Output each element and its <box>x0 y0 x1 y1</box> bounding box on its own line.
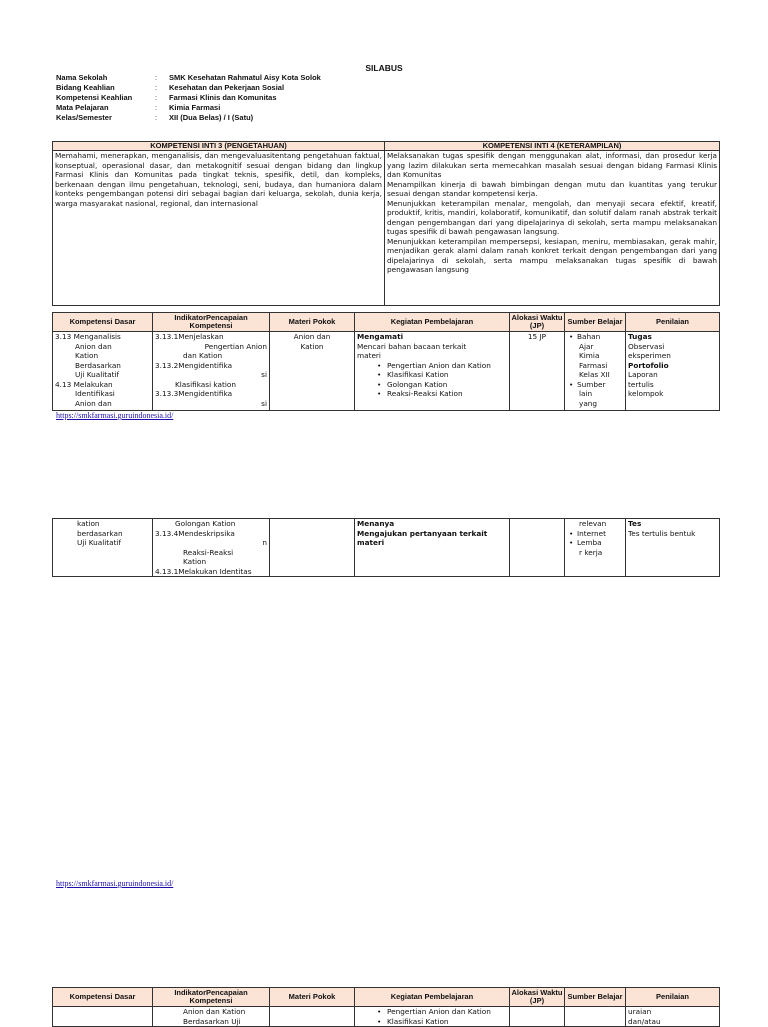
penilaian-line: Tes tertulis bentuk <box>628 528 696 538</box>
penilaian-line: eksperimen <box>628 351 671 360</box>
info-colon: : <box>155 93 158 102</box>
kegiatan-cell <box>355 519 510 577</box>
ki3-text <box>53 151 385 306</box>
header-sumber: Sumber Belajar <box>565 313 626 332</box>
ind-line: 3.13.3Mengidentifika <box>155 389 233 398</box>
ki4-text <box>385 151 720 306</box>
kd-line: Anion dan <box>75 341 112 351</box>
alokasi-cell <box>510 519 565 577</box>
header-alokasi: Alokasi Waktu (JP) <box>510 313 565 332</box>
info-colon: : <box>155 73 158 82</box>
kd-cell <box>53 519 153 577</box>
penilaian-cell <box>626 519 720 577</box>
ind-line: si <box>261 370 267 379</box>
info-colon: : <box>155 103 158 112</box>
sumber-cell <box>565 519 626 577</box>
header-penilaian: Penilaian <box>626 988 720 1007</box>
kd-line: Kation <box>75 351 99 360</box>
penilaian-line: dan/atau <box>628 1016 661 1026</box>
kd-line: berdasarkan <box>77 528 123 538</box>
kd-line: Uji Kualitatif <box>77 538 122 547</box>
info-value: Farmasi Klinis dan Komunitas <box>169 93 277 102</box>
header-kompetensi-dasar: Kompetensi Dasar <box>53 988 153 1007</box>
materi-line: Anion dan <box>293 332 331 341</box>
sumber-line: Ajar <box>579 341 594 351</box>
info-key: Bidang Keahlian <box>56 83 115 92</box>
penilaian-line: tertulis <box>628 379 654 389</box>
sumber-line: yang <box>579 398 598 408</box>
kegiatan-line: materi <box>357 538 385 547</box>
kegiatan-line: Mencari bahan bacaan terkait <box>357 341 467 351</box>
ind-line: Kation <box>183 557 207 566</box>
info-colon: : <box>155 113 158 122</box>
kegiatan-title: Mengamati <box>357 332 404 341</box>
header-kompetensi-dasar: Kompetensi Dasar <box>53 313 153 332</box>
penilaian-line: Laporan <box>628 370 658 379</box>
info-colon: : <box>155 83 158 92</box>
kd-line: Identifikasi <box>75 389 115 398</box>
ind-line: Pengertian Anion <box>204 341 267 351</box>
kd-line: 3.13 Menganalisis <box>55 332 121 341</box>
header-kegiatan: Kegiatan Pembelajaran <box>355 988 510 1007</box>
ind-line: si <box>261 398 267 408</box>
page-title: SILABUS <box>365 63 403 73</box>
penilaian-line: uraian <box>628 1007 652 1016</box>
ind-line: Golongan Kation <box>175 519 236 528</box>
kegiatan-bullet: • Klasifikasi Kation <box>357 370 507 380</box>
kegiatan-bullet: • Golongan Kation <box>357 380 507 390</box>
ind-line: Anion dan Kation <box>183 1007 246 1016</box>
sumber-bullet: • Lemba <box>567 538 623 548</box>
ki3-paragraph: Memahami, menerapkan, menganalisis, dan mengevaluasitentang pengetahuan faktual, konseptual, operasional dasar, dan metakognitif sesuai dengan bidang dan lingkup Farmasi Klinis dan Komunitas pada tingkat teknis, spesifik, detil, dan kompleks, berkenaan dengan ilmu pengetahuan, teknologi, seni, budaya, dan humaniora dalam konteks pengembangan potensi diri sebagai bagian dari keluarga, sekolah, dunia kerja, warga masyarakat nasional, regional, dan internasional <box>55 151 382 208</box>
sumber-bullet: • Sumber <box>567 380 623 390</box>
ind-line: Berdasarkan Uji <box>183 1016 241 1026</box>
header-materi-pokok: Materi Pokok <box>270 988 355 1007</box>
kd-table-1 <box>52 312 720 411</box>
materi-cell <box>270 332 355 411</box>
penilaian-line: Observasi <box>628 341 665 351</box>
kegiatan-line: materi <box>357 351 381 360</box>
alokasi-cell <box>510 332 565 411</box>
ki4-paragraph: Menunjukkan keterampilan menalar, mengolah, dan menyaji secara efektif, kreatif, produktif, kritis, mandiri, kolaboratif, komunikatif, dan solutif dalam ranah abstrak terkait dengan pengembangan dari yang dipelajarinya di sekolah, serta mampu melaksanakan tugas spesifik di bawah pengawasan langsung. <box>387 198 717 236</box>
kegiatan-bullet: • Pengertian Anion dan Kation <box>357 361 507 371</box>
info-value: XII (Dua Belas) / I (Satu) <box>169 113 254 122</box>
header-penilaian: Penilaian <box>626 313 720 332</box>
header-sumber: Sumber Belajar <box>565 988 626 1007</box>
info-value: SMK Kesehatan Rahmatul Aisy Kota Solok <box>169 73 321 82</box>
kd-line: Uji Kualitatif <box>75 370 120 379</box>
kompetensi-inti-table <box>52 141 720 306</box>
header-materi-pokok: Materi Pokok <box>270 313 355 332</box>
indikator-cell <box>153 519 270 577</box>
penilaian-cell <box>626 332 720 411</box>
indikator-cell <box>153 332 270 411</box>
ki4-header: KOMPETENSI INTI 4 (KETERAMPILAN) <box>385 142 720 151</box>
header-kegiatan: Kegiatan Pembelajaran <box>355 313 510 332</box>
sumber-line: Kelas XII <box>579 370 610 379</box>
kegiatan-bullet: • Pengertian Anion dan Kation <box>357 1007 507 1017</box>
info-key: Mata Pelajaran <box>56 103 109 112</box>
penilaian-line: Portofolio <box>628 360 669 370</box>
kd-table-2 <box>52 518 720 577</box>
header-alokasi: Alokasi Waktu (JP) <box>510 988 565 1007</box>
sumber-line: lain <box>579 389 593 398</box>
sumber-line: Kimia <box>579 351 600 360</box>
header-indikator: IndikatorPencapaian Kompetensi <box>153 313 270 332</box>
info-key: Nama Sekolah <box>56 73 108 82</box>
info-key: Kompetensi Keahlian <box>56 93 133 102</box>
kd-line: 4.13 Melakukan <box>55 379 113 389</box>
ind-line: Klasifikasi kation <box>175 379 236 389</box>
header-indikator: IndikatorPencapaian Kompetensi <box>153 988 270 1007</box>
kegiatan-line: Mengajukan pertanyaan terkait <box>357 528 488 538</box>
kegiatan-bullet: • Klasifikasi Kation <box>357 1017 507 1027</box>
kegiatan-bullet: • Reaksi-Reaksi Kation <box>357 389 507 399</box>
info-value: Kimia Farmasi <box>169 103 221 112</box>
ind-line: n <box>262 538 267 547</box>
penilaian-line: Tes <box>628 519 642 528</box>
penilaian-line: Tugas <box>628 332 652 341</box>
ki3-header: KOMPETENSI INTI 3 (PENGETAHUAN) <box>53 142 385 151</box>
footer-link[interactable]: https://smkfarmasi.guruindonesia.id/ <box>56 411 174 420</box>
footer-link[interactable]: https://smkfarmasi.guruindonesia.id/ <box>56 879 174 888</box>
ind-line: dan Kation <box>183 351 223 360</box>
ind-line: 3.13.2Mengidentifika <box>155 360 233 370</box>
ind-line: 4.13.1Melakukan Identitas <box>155 566 252 576</box>
ki4-paragraph: Menampilkan kinerja di bawah bimbingan dengan mutu dan kuantitas yang terukur sesuai dengan standar kompetensi kerja. <box>387 179 717 198</box>
sumber-line: Farmasi <box>579 360 608 370</box>
sumber-line: relevan <box>579 519 607 528</box>
ind-line: 3.13.4Mendeskripsika <box>155 528 235 538</box>
info-key: Kelas/Semester <box>56 113 112 122</box>
materi-line: Kation <box>300 341 324 351</box>
alokasi-value: 15 JP <box>527 332 547 341</box>
kegiatan-cell <box>355 332 510 411</box>
ki4-paragraph: Menunjukkan keterampilan mempersepsi, kesiapan, meniru, membiasakan, gerak mahir, menjadikan gerak alami dalam ranah konkret terkait dengan pengembangan dari yang dipelajarinya di sekolah, serta mampu melaksanakan tugas spesifik di bawah pengawasan langsung <box>387 236 717 274</box>
sumber-bullet: • Bahan <box>567 332 623 342</box>
kd-line: Anion dan <box>75 398 112 408</box>
kd-cell <box>53 332 153 411</box>
ki4-paragraph: Melaksanakan tugas spesifik dengan menggunakan alat, informasi, dan prosedur kerja yang lazim dilakukan serta memecahkan masalah sesuai dengan bidang Farmasi Klinis dan Komunitas <box>387 151 717 179</box>
kegiatan-title: Menanya <box>357 519 395 528</box>
penilaian-line: kelompok <box>628 389 664 398</box>
sumber-cell <box>565 332 626 411</box>
kd-line: Berdasarkan <box>75 360 121 370</box>
sumber-bullet: • Internet <box>567 529 623 539</box>
sumber-line: r kerja <box>579 547 603 557</box>
ind-line: Reaksi-Reaksi <box>183 547 234 557</box>
kd-table-3 <box>52 987 720 1027</box>
info-value: Kesehatan dan Pekerjaan Sosial <box>169 83 285 92</box>
kd-line: kation <box>77 519 100 528</box>
materi-cell <box>270 519 355 577</box>
ind-line: 3.13.1Menjelaskan <box>155 332 224 341</box>
